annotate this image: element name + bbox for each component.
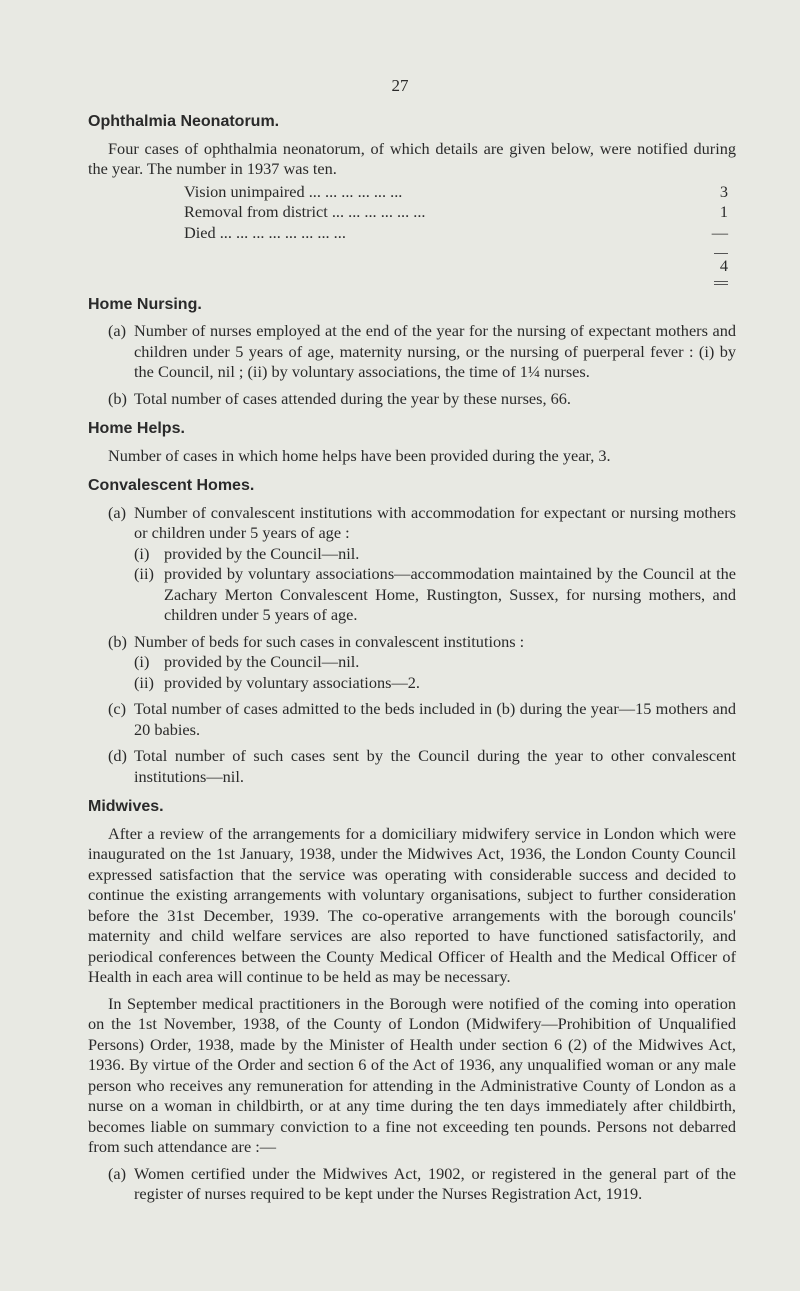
item-marker: (a): [108, 1163, 127, 1183]
item-marker: (a): [108, 502, 127, 522]
item-text: Total number of such cases sent by the Council during the year to other convalescent institutions—nil.: [134, 746, 736, 786]
tally-total: 4: [719, 256, 728, 275]
section-home-nursing: [88, 295, 736, 410]
item-marker: (b): [108, 388, 127, 408]
section-home-helps: [88, 419, 736, 466]
sub-text: provided by the Council—nil.: [164, 652, 360, 671]
sub-text: provided by the Council—nil.: [164, 543, 360, 563]
tally-total-row: [184, 256, 736, 277]
item-text: Women certified under the Midwives Act, 1902, or registered in the general part of the register of nurses required to be kept under the Nurses Registration Act, 1919.: [134, 1163, 736, 1203]
list-item: [108, 389, 736, 410]
sub-item: [134, 673, 736, 694]
list-item: [108, 632, 736, 653]
item-text: Total number of cases admitted to the beds included in (b) during the year—15 mothers and 20 babies.: [134, 699, 736, 739]
midwives-paragraph: After a review of the arrangements for a domiciliary midwifery service in London which were inaugurated on the 1st January, 1938, under the Midwives Act, 1936, the London County Council expressed satisfaction that the service was operating with considerable success and decided to continue the existing arrangements with voluntary organisations, subject to further consideration before the 31st December, 1939. The co-operative arrangements with the borough councils' maternity and child welfare services are also reported to have functioned satisfactorily, and periodical conferences between the County Medical Officer of Health and the Medical Officer of Health in each area will continue to be held as may be necessary.: [88, 823, 736, 986]
list-item: [108, 321, 736, 383]
list-item: [108, 699, 736, 740]
sub-text: provided by voluntary associations—accommodation maintained by the Council at the Zachary Merton Convalescent Home, Rustington, Sussex, for nursing mothers, and children under 5 years of age.: [164, 564, 736, 624]
section-ophthalmia: [88, 112, 736, 285]
tally-row: [184, 182, 736, 203]
tally-row: [184, 202, 736, 223]
sum-rule: [714, 253, 728, 254]
ophthalmia-intro: Four cases of ophthalmia neonatorum, of which details are given below, were notified during the year. The number in 1937 was ten.: [88, 138, 736, 178]
tally-label: Removal from district ... ... ... ... ... ...: [184, 202, 426, 221]
sub-marker: (ii): [134, 564, 154, 583]
sub-item: [134, 652, 736, 673]
item-marker: (c): [108, 699, 127, 718]
page-content: [88, 112, 736, 1215]
item-text: Number of beds for such cases in convalescent institutions :: [134, 631, 525, 651]
item-marker: (d): [108, 746, 127, 765]
tally-value: 3: [719, 181, 728, 201]
sub-marker: (i): [134, 543, 150, 563]
tally-label: Vision unimpaired ... ... ... ... ... ...: [184, 181, 403, 201]
section-convalescent: [88, 476, 736, 787]
sub-item: [134, 564, 736, 626]
total-double-rule: [714, 281, 728, 285]
sub-item: [134, 544, 736, 565]
sub-marker: (ii): [134, 672, 154, 692]
page-number: 27: [391, 76, 409, 95]
list-item: [108, 503, 736, 544]
item-marker: (a): [108, 321, 127, 340]
list-item: [108, 1164, 736, 1205]
midwives-paragraph: In September medical practitioners in the Borough were notified of the coming into operation on the 1st November, 1938, of the County of London (Midwifery—Prohibition of Unqualified Persons) Order, 1938, made by the Minister of Health under section 6 (2) of the Midwives Act, 1936. By virtue of the Order and section 6 of the Act of 1936, any unqualified woman or any male person who receives any remuneration for attending in the Administrative County of London as a nurse on a woman in childbirth, or at any time during the ten days immediately after childbirth, becomes liable on summary conviction to a fine not exceeding ten pounds. Persons not debarred from such attendance are :—: [88, 993, 736, 1156]
heading-convalescent: Convalescent Homes.: [88, 477, 255, 494]
sub-marker: (i): [134, 652, 150, 671]
heading-home-nursing: Home Nursing.: [88, 295, 202, 313]
heading-ophthalmia: Ophthalmia Neonatorum.: [88, 113, 280, 130]
list-item: [108, 746, 736, 787]
tally-value: 1: [719, 202, 728, 221]
item-text: Number of convalescent institutions with accommodation for expectant or nursing mothers or children under 5 years of age :: [134, 502, 736, 542]
tally-row: [184, 223, 736, 244]
tally-label: Died ... ... ... ... ... ... ... ...: [184, 222, 346, 242]
tally-value: —: [711, 222, 728, 242]
section-midwives: [88, 797, 736, 1205]
item-text: Total number of cases attended during the year by these nurses, 66.: [134, 388, 571, 408]
item-text: Number of nurses employed at the end of the year for the nursing of expectant mothers and children under 5 years of age, maternity nursing, or the nursing of puerperal fever : (i) by the Council, nil ; (ii) by voluntary associations, the time of 1¼ nurses.: [134, 321, 736, 381]
item-marker: (b): [108, 631, 127, 651]
heading-midwives: Midwives.: [88, 798, 164, 815]
ophthalmia-tally: [184, 182, 736, 285]
home-helps-text: Number of cases in which home helps have been provided during the year, 3.: [108, 445, 611, 465]
sub-text: provided by voluntary associations—2.: [164, 672, 420, 692]
heading-home-helps: Home Helps.: [88, 420, 185, 437]
